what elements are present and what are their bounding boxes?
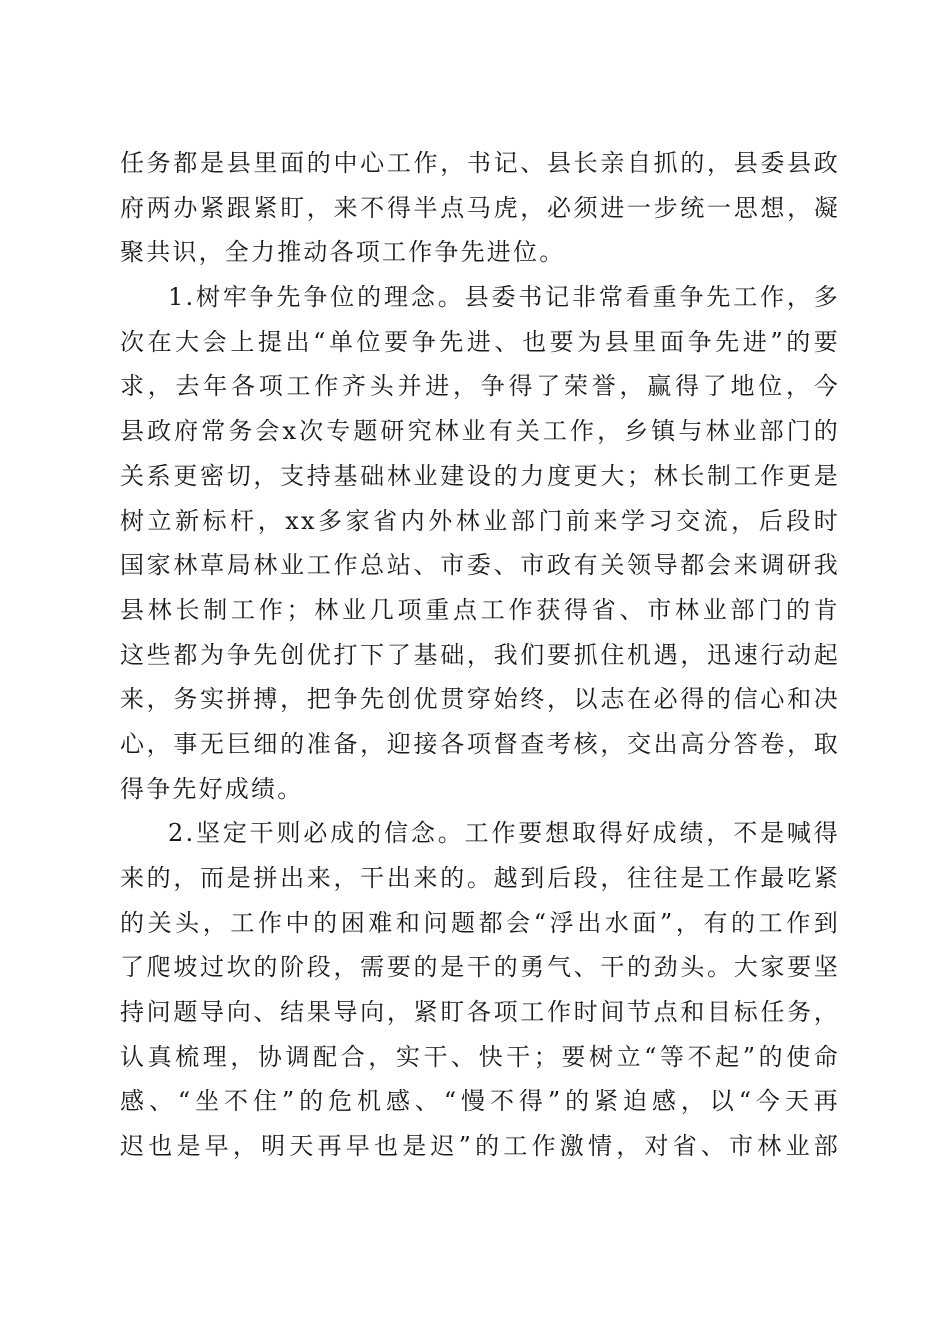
- paragraph-line: 树立新标杆，xx多家省内外林业部门前来学习交流，后段时: [120, 506, 840, 535]
- paragraph-line: 府两办紧跟紧盯，来不得半点马虎，必须进一步统一思想，凝: [120, 193, 840, 222]
- paragraph-line: 县林长制工作；林业几项重点工作获得省、市林业部门的肯: [120, 595, 840, 624]
- paragraph-line: 县政府常务会x次专题研究林业有关工作，乡镇与林业部门的: [120, 417, 840, 446]
- paragraph-line: 得争先好成绩。: [120, 774, 304, 803]
- paragraph-line: 这些都为争先创优打下了基础，我们要抓住机遇，迅速行动起: [120, 640, 840, 669]
- paragraph-line: 了爬坡过坎的阶段，需要的是干的勇气、干的劲头。大家要坚: [120, 953, 840, 982]
- paragraph-line: 求，去年各项工作齐头并进，争得了荣誉，赢得了地位，今: [120, 372, 840, 401]
- paragraph-line: 感、“坐不住”的危机感、“慢不得”的紧迫感，以“今天再: [120, 1087, 840, 1116]
- paragraph-line: 认真梳理，协调配合，实干、快干；要树立“等不起”的使命: [120, 1042, 840, 1071]
- document-body: [120, 141, 840, 1169]
- paragraph-line: 迟也是早，明天再早也是迟”的工作激情，对省、市林业部: [120, 1132, 840, 1161]
- section-1-heading-line: 1.树牢争先争位的理念。县委书记非常看重争先工作，多: [168, 283, 840, 312]
- paragraph-line: 心，事无巨细的准备，迎接各项督查考核，交出高分答卷，取: [120, 729, 840, 758]
- paragraph-line: 国家林草局林业工作总站、市委、市政有关领导都会来调研我: [120, 551, 840, 580]
- paragraph-line: 来的，而是拼出来，干出来的。越到后段，往往是工作最吃紧: [120, 864, 840, 892]
- paragraph-line: 任务都是县里面的中心工作，书记、县长亲自抓的，县委县政: [120, 149, 840, 177]
- paragraph-line: 的关头，工作中的困难和问题都会“浮出水面”，有的工作到: [120, 908, 840, 937]
- paragraph-line: 来，务实拼搏，把争先创优贯穿始终，以志在必得的信心和决: [120, 685, 840, 714]
- paragraph-line: 聚共识，全力推动各项工作争先进位。: [120, 238, 566, 267]
- section-2-heading-line: 2.坚定干则必成的信念。工作要想取得好成绩，不是喊得: [168, 819, 840, 848]
- paragraph-line: 次在大会上提出“单位要争先进、也要为县里面争先进”的要: [120, 327, 840, 356]
- paragraph-line: 持问题导向、结果导向，紧盯各项工作时间节点和目标任务，: [120, 998, 840, 1027]
- paragraph-line: 关系更密切，支持基础林业建设的力度更大；林长制工作更是: [120, 461, 840, 490]
